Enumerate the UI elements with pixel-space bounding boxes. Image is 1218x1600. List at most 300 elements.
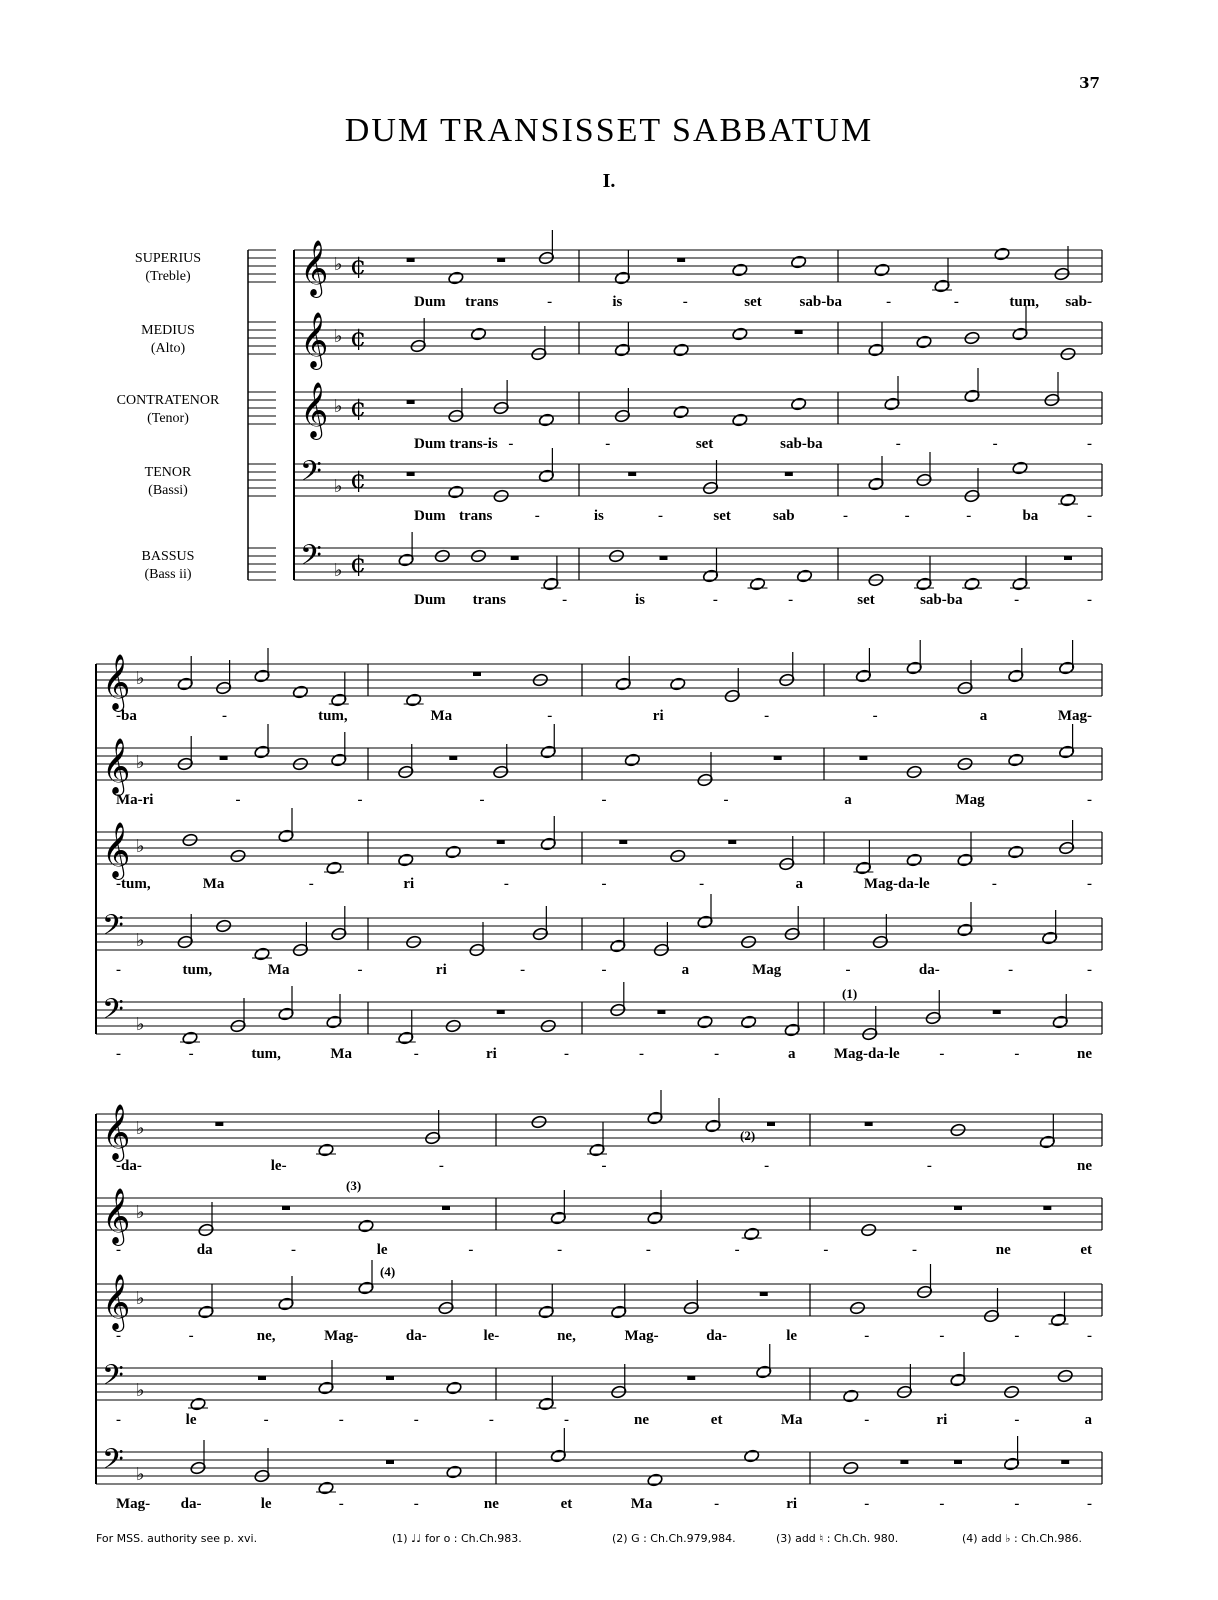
- cut-time-icon: ¢: [350, 465, 367, 495]
- rest: [407, 400, 415, 404]
- rest: [865, 1122, 873, 1126]
- lyric-syllable: a: [795, 876, 803, 892]
- lyric-syllable: -: [1014, 592, 1020, 608]
- flat-icon: ♭: [136, 930, 145, 951]
- lyric-syllable: -: [723, 792, 729, 808]
- lyric-syllable: -: [263, 1412, 269, 1428]
- note: [916, 335, 933, 349]
- lyric-syllable: -: [438, 1158, 444, 1174]
- rest: [407, 472, 415, 476]
- lyric-syllable: set: [857, 592, 875, 608]
- rest: [859, 756, 867, 760]
- flat-icon: ♭: [334, 560, 343, 581]
- lyric-syllable: set: [744, 294, 762, 310]
- system-2: [96, 640, 1102, 1062]
- staff-2: [248, 306, 1102, 370]
- lyric-syllable: et: [560, 1496, 573, 1512]
- note: [1060, 493, 1077, 507]
- footnote-authority: For MSS. authority see p. xvi.: [96, 1532, 258, 1545]
- lyric-syllable: Mag-: [116, 1496, 151, 1512]
- lyric-syllable: Mag-da-le: [833, 1046, 900, 1062]
- lyric-syllable: -: [1087, 876, 1092, 892]
- lyric-syllable: sab: [772, 508, 795, 524]
- lyric-syllable: Ma-ri: [116, 792, 154, 808]
- lyric-syllable: a: [681, 962, 690, 978]
- rest: [220, 756, 228, 760]
- note: [669, 677, 686, 691]
- note: [448, 485, 465, 499]
- note: [292, 685, 309, 699]
- lyric-syllable: -: [734, 1242, 740, 1258]
- rest: [767, 1122, 775, 1126]
- cut-time-icon: ¢: [350, 323, 367, 353]
- lyric-syllable: -: [601, 792, 607, 808]
- rest: [785, 472, 793, 476]
- flat-icon: ♭: [136, 1202, 145, 1223]
- rest: [954, 1206, 962, 1210]
- voice-name: CONTRATENOR: [116, 393, 220, 408]
- lyric-syllable: le: [786, 1328, 798, 1344]
- lyric-syllable: ri: [652, 708, 664, 724]
- note: [647, 1473, 664, 1487]
- lyric-syllable: le: [376, 1242, 388, 1258]
- bass-clef-icon: 𝄢: [102, 1443, 124, 1483]
- lyric-syllable: da-: [180, 1496, 202, 1512]
- lyric-syllable: -: [547, 708, 553, 724]
- lyric-syllable: -tum,: [116, 876, 151, 892]
- lyric-syllable: trans: [458, 508, 493, 524]
- rest: [774, 756, 782, 760]
- lyric-syllable: Mag-: [624, 1328, 659, 1344]
- rest: [628, 472, 636, 476]
- lyric-syllable: tum,: [182, 962, 213, 978]
- rest: [511, 556, 519, 560]
- voice-name: SUPERIUS: [134, 251, 202, 266]
- lyric-syllable: -: [966, 508, 972, 524]
- lyric-syllable: -: [1087, 962, 1092, 978]
- lyric-syllable: set: [713, 508, 731, 524]
- lyric-syllable: a: [787, 1046, 796, 1062]
- flat-icon: ♭: [334, 476, 343, 497]
- rest: [687, 1376, 695, 1380]
- lyric-syllable: -: [188, 1328, 194, 1344]
- note: [358, 1219, 375, 1233]
- rest: [258, 1376, 266, 1380]
- lyric-syllable: Ma: [630, 1496, 653, 1512]
- rest: [728, 840, 736, 844]
- lyric-syllable: -: [357, 962, 363, 978]
- lyric-syllable: -: [886, 294, 892, 310]
- lyric-syllable: trans: [465, 294, 499, 310]
- lyric-syllable: -: [338, 1496, 344, 1512]
- rest: [449, 756, 457, 760]
- treble-clef-icon: 𝄞: [102, 1274, 131, 1330]
- lyric-syllable: Ma: [267, 962, 290, 978]
- bass-clef-icon: 𝄢: [102, 993, 124, 1033]
- lyric-syllable: -: [116, 1328, 121, 1344]
- lyric-syllable: ne,: [557, 1328, 576, 1344]
- lyric-syllable: -: [520, 962, 526, 978]
- lyric-syllable: ne,: [256, 1328, 276, 1344]
- flat-icon: ♭: [334, 254, 343, 275]
- note: [790, 255, 807, 269]
- lyric-syllable: Dum: [414, 294, 446, 310]
- lyric-syllable: -: [413, 1412, 419, 1428]
- voice-range: (Bassi): [148, 483, 188, 498]
- lyric-syllable: ri: [936, 1412, 948, 1428]
- flat-icon: ♭: [136, 836, 145, 857]
- lyric-syllable: -: [290, 1242, 296, 1258]
- rest: [619, 840, 627, 844]
- bass-clef-icon: 𝄢: [102, 909, 124, 949]
- lyric-syllable: -: [503, 876, 509, 892]
- lyric-syllable: -: [563, 1046, 569, 1062]
- note: [673, 405, 690, 419]
- bass-clef-icon: 𝄢: [300, 539, 322, 579]
- rest: [497, 1010, 505, 1014]
- lyric-syllable: ri: [403, 876, 415, 892]
- flat-icon: ♭: [136, 1464, 145, 1485]
- lyric-syllable: -ba: [116, 708, 137, 724]
- lyric-syllable: Ma: [330, 1046, 353, 1062]
- staff-4: [96, 894, 1102, 978]
- rest: [497, 840, 505, 844]
- lyric-syllable: -: [1087, 1328, 1092, 1344]
- note: [397, 853, 414, 867]
- lyric-syllable: -: [939, 1046, 945, 1062]
- lyric-syllable: -: [508, 436, 514, 452]
- staff-3: [96, 1260, 1102, 1344]
- rest: [215, 1122, 223, 1126]
- voice-name: TENOR: [144, 465, 192, 480]
- lyric-syllable: le-: [483, 1328, 500, 1344]
- lyric-syllable: da-: [706, 1328, 728, 1344]
- lyric-syllable: ne: [1077, 1046, 1092, 1062]
- treble-clef-icon: 𝄞: [102, 1104, 131, 1160]
- lyric-syllable: -: [188, 1046, 194, 1062]
- staff-3: [248, 368, 1102, 452]
- flat-icon: ♭: [136, 1380, 145, 1401]
- footnote-marker: (4): [380, 1264, 396, 1279]
- note: [318, 1481, 335, 1495]
- lyric-syllable: Mag-: [1057, 708, 1092, 724]
- note: [749, 577, 766, 591]
- system-1: [117, 230, 1102, 608]
- cut-time-icon: ¢: [350, 549, 367, 579]
- lyric-syllable: -: [413, 1046, 419, 1062]
- lyric-syllable: -: [413, 1496, 419, 1512]
- treble-clef-icon: 𝄞: [102, 738, 131, 794]
- lyric-syllable: -: [534, 508, 540, 524]
- lyric-syllable: -: [939, 1328, 945, 1344]
- lyric-syllable: -da-: [116, 1158, 142, 1174]
- note: [732, 263, 749, 277]
- note: [538, 413, 555, 427]
- lyric-syllable: -: [658, 508, 664, 524]
- treble-clef-icon: 𝄞: [102, 1188, 131, 1244]
- flat-icon: ♭: [136, 668, 145, 689]
- flat-icon: ♭: [334, 396, 343, 417]
- footnote-4: (4) add ♭ : Ch.Ch.986.: [962, 1532, 1082, 1545]
- lyric-syllable: Ma: [430, 708, 453, 724]
- lyric-syllable: -: [864, 1496, 870, 1512]
- rest: [386, 1376, 394, 1380]
- staff-4: [96, 1344, 1102, 1428]
- lyric-syllable: -: [1087, 436, 1092, 452]
- lyric-syllable: -: [601, 1158, 607, 1174]
- staff-1: [248, 230, 1102, 310]
- lyric-syllable: -: [1014, 1412, 1020, 1428]
- lyric-syllable: -: [1008, 962, 1014, 978]
- note: [732, 413, 749, 427]
- lyric-syllable: -: [562, 592, 568, 608]
- lyric-syllable: -: [823, 1242, 829, 1258]
- lyric-syllable: ne: [634, 1412, 650, 1428]
- note: [790, 397, 807, 411]
- lyric-syllable: Mag: [955, 792, 985, 808]
- staff-5: [96, 1428, 1102, 1512]
- lyric-syllable: ri: [485, 1046, 497, 1062]
- lyric-syllable: -: [714, 1496, 720, 1512]
- cut-time-icon: ¢: [350, 251, 367, 281]
- voice-range: (Treble): [145, 269, 191, 284]
- note: [732, 327, 749, 341]
- voice-range: (Tenor): [147, 411, 189, 426]
- lyric-syllable: Dum trans-is: [414, 436, 498, 452]
- part-number: I.: [602, 170, 616, 192]
- note: [1012, 461, 1029, 475]
- note: [743, 1227, 760, 1241]
- rest: [657, 1010, 665, 1014]
- lyric-syllable: -: [338, 1412, 344, 1428]
- note: [190, 1397, 207, 1411]
- staff-4: [248, 448, 1102, 524]
- note: [470, 327, 487, 341]
- footnote-1: (1) ♩♩ for o : Ch.Ch.983.: [392, 1532, 522, 1545]
- rest: [407, 258, 415, 262]
- lyric-syllable: -: [601, 962, 607, 978]
- rest: [954, 1460, 962, 1464]
- note: [994, 247, 1011, 261]
- note: [254, 947, 271, 961]
- lyric-syllable: Mag-da-le: [863, 876, 930, 892]
- lyric-syllable: sab-ba: [780, 436, 823, 452]
- note: [843, 1389, 860, 1403]
- rest: [660, 556, 668, 560]
- lyric-syllable: -: [912, 1242, 918, 1258]
- rest: [760, 1292, 768, 1296]
- lyric-syllable: le-: [270, 1158, 287, 1174]
- lyric-syllable: a: [1084, 1412, 1092, 1428]
- lyric-syllable: -: [557, 1242, 563, 1258]
- lyric-syllable: da-: [405, 1328, 427, 1344]
- footnote-3: (3) add ♮ : Ch.Ch. 980.: [776, 1532, 899, 1545]
- lyric-syllable: ne: [483, 1496, 499, 1512]
- note: [318, 1143, 335, 1157]
- lyric-syllable: -: [308, 876, 314, 892]
- voice-range: (Alto): [150, 341, 186, 356]
- lyric-syllable: Mag-: [324, 1328, 359, 1344]
- voice-name: MEDIUS: [141, 323, 195, 338]
- voice-range: (Bass ii): [144, 567, 192, 582]
- footnote-2: (2) G : Ch.Ch.979,984.: [612, 1532, 736, 1545]
- lyric-syllable: -: [842, 508, 848, 524]
- staff-3: [96, 808, 1102, 892]
- lyric-syllable: is: [593, 508, 604, 524]
- lyric-syllable: -: [479, 792, 485, 808]
- staff-5: [248, 532, 1102, 608]
- lyric-syllable: sab-ba: [920, 592, 963, 608]
- lyric-syllable: le: [260, 1496, 272, 1512]
- lyric-syllable: -: [788, 592, 794, 608]
- flat-icon: ♭: [136, 1288, 145, 1309]
- note: [906, 853, 923, 867]
- lyric-syllable: -: [939, 1496, 945, 1512]
- rest: [993, 1010, 1001, 1014]
- system-3: [96, 1090, 1102, 1512]
- rest: [473, 672, 481, 676]
- lyric-syllable: ri: [786, 1496, 798, 1512]
- lyric-syllable: ba: [1022, 508, 1039, 524]
- lyric-syllable: -: [645, 1242, 651, 1258]
- note: [448, 271, 465, 285]
- lyric-syllable: et: [1080, 1242, 1092, 1258]
- lyric-syllable: -: [712, 592, 718, 608]
- lyric-syllable: sab-ba: [799, 294, 843, 310]
- lyric-syllable: -: [116, 1046, 121, 1062]
- lyric-syllable: -: [221, 708, 227, 724]
- lyric-syllable: is: [612, 294, 623, 310]
- lyric-syllable: le: [185, 1412, 197, 1428]
- note: [1008, 845, 1025, 859]
- lyric-syllable: -: [547, 294, 553, 310]
- cut-time-icon: ¢: [350, 393, 367, 423]
- lyric-syllable: -: [714, 1046, 720, 1062]
- lyric-syllable: trans: [472, 592, 507, 608]
- staff-1: [96, 1090, 1102, 1174]
- lyric-syllable: -: [864, 1412, 870, 1428]
- note: [874, 263, 891, 277]
- page-number: 37: [1079, 74, 1100, 92]
- lyric-syllable: tum,: [1009, 294, 1039, 310]
- flat-icon: ♭: [136, 1118, 145, 1139]
- staff-5: [96, 982, 1102, 1062]
- lyric-syllable: -: [991, 876, 997, 892]
- piece-title: DUM TRANSISSET SABBATUM: [344, 112, 874, 149]
- lyric-syllable: da-: [918, 962, 940, 978]
- lyric-syllable: ne: [1077, 1158, 1092, 1174]
- rest: [442, 1206, 450, 1210]
- lyric-syllable: -: [904, 508, 910, 524]
- lyric-syllable: -: [1087, 508, 1092, 524]
- lyric-syllable: sab-: [1065, 294, 1092, 310]
- staff-1: [96, 640, 1102, 724]
- note: [697, 1015, 714, 1029]
- treble-clef-icon: 𝄞: [300, 312, 329, 368]
- note: [446, 1381, 463, 1395]
- voice-name: BASSUS: [141, 549, 195, 564]
- rest: [386, 1460, 394, 1464]
- rest: [282, 1206, 290, 1210]
- note: [740, 1015, 757, 1029]
- lyric-syllable: ri: [435, 962, 447, 978]
- lyric-syllable: -: [1014, 1046, 1020, 1062]
- lyric-syllable: -: [488, 1412, 494, 1428]
- lyric-syllable: -: [895, 436, 901, 452]
- lyric-syllable: da: [196, 1242, 213, 1258]
- note: [326, 861, 343, 875]
- lyric-syllable: Mag: [752, 962, 782, 978]
- note: [445, 845, 462, 859]
- lyric-syllable: -: [563, 1412, 569, 1428]
- lyric-syllable: -: [845, 962, 851, 978]
- note: [405, 693, 422, 707]
- lyric-syllable: -: [116, 1242, 121, 1258]
- lyric-syllable: Dum: [414, 592, 446, 608]
- lyric-syllable: a: [979, 708, 988, 724]
- rest: [1064, 556, 1072, 560]
- staff-2: [96, 1188, 1102, 1258]
- treble-clef-icon: 𝄞: [300, 240, 329, 296]
- lyric-syllable: -: [1087, 1496, 1092, 1512]
- rest: [497, 258, 505, 262]
- lyric-syllable: -: [605, 436, 611, 452]
- lyric-syllable: Dum: [414, 508, 446, 524]
- rest: [677, 258, 685, 262]
- lyric-syllable: Ma: [202, 876, 225, 892]
- flat-icon: ♭: [136, 752, 145, 773]
- lyric-syllable: -: [764, 1158, 770, 1174]
- note: [1008, 753, 1025, 767]
- staff-2: [96, 724, 1102, 808]
- lyric-syllable: set: [695, 436, 714, 452]
- lyric-syllable: -: [468, 1242, 474, 1258]
- lyric-syllable: tum,: [251, 1046, 281, 1062]
- note: [796, 569, 813, 583]
- lyric-syllable: -: [1014, 1496, 1020, 1512]
- lyric-syllable: -: [639, 1046, 645, 1062]
- note: [182, 1031, 199, 1045]
- lyric-syllable: -: [1087, 792, 1092, 808]
- lyric-syllable: -: [864, 1328, 870, 1344]
- rest: [1061, 1460, 1069, 1464]
- lyric-syllable: is: [634, 592, 646, 608]
- note: [624, 753, 641, 767]
- lyric-syllable: -: [116, 1412, 121, 1428]
- lyric-syllable: -: [926, 1158, 932, 1174]
- footnote-marker: (3): [346, 1178, 362, 1193]
- lyric-syllable: et: [710, 1412, 723, 1428]
- lyric-syllable: -: [1087, 592, 1092, 608]
- bass-clef-icon: 𝄢: [102, 1359, 124, 1399]
- footnote-marker: (2): [740, 1128, 756, 1143]
- lyric-syllable: tum,: [318, 708, 348, 724]
- lyric-syllable: -: [682, 294, 688, 310]
- footnote-marker: (1): [842, 986, 858, 1001]
- treble-clef-icon: 𝄞: [300, 382, 329, 438]
- lyric-syllable: -: [699, 876, 705, 892]
- rest: [900, 1460, 908, 1464]
- lyric-syllable: -: [992, 436, 998, 452]
- note: [743, 1449, 760, 1463]
- treble-clef-icon: 𝄞: [102, 822, 131, 878]
- lyric-syllable: -: [872, 708, 878, 724]
- lyric-syllable: -: [235, 792, 241, 808]
- lyric-syllable: -: [601, 876, 607, 892]
- rest: [795, 330, 803, 334]
- lyric-syllable: ne: [995, 1242, 1011, 1258]
- lyric-syllable: -: [116, 962, 121, 978]
